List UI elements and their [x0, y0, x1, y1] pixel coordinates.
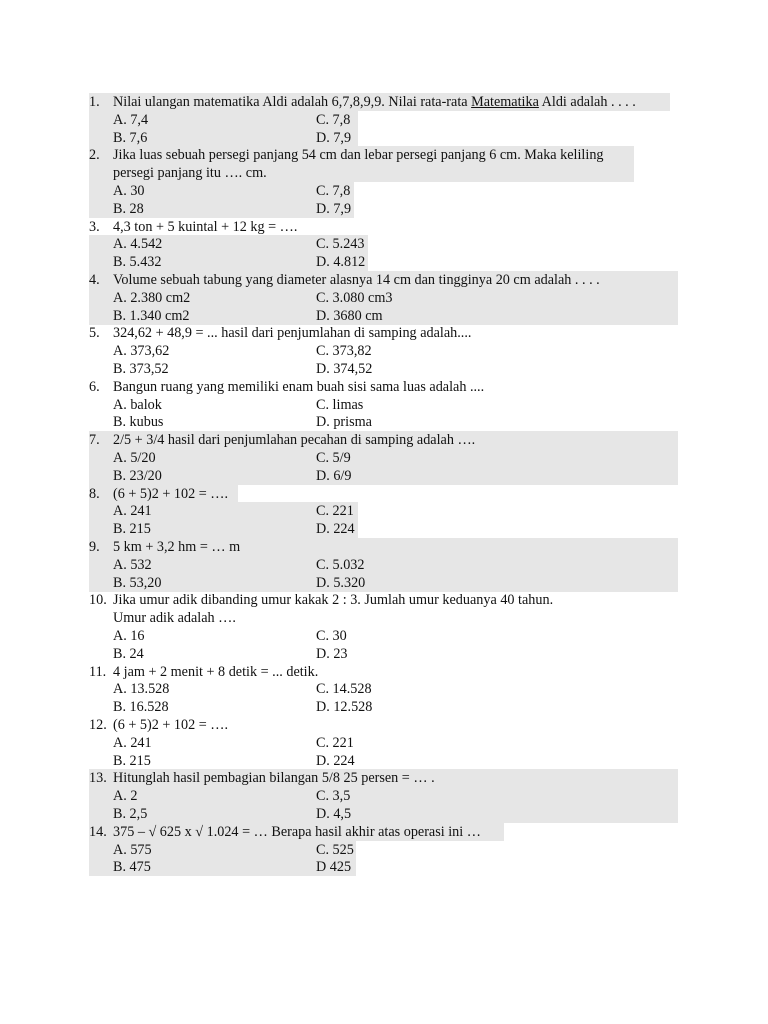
- question-number: 10.: [89, 592, 107, 609]
- question-text: [113, 271, 600, 289]
- option-d: D. 224: [316, 752, 355, 769]
- option-d: D 425: [316, 859, 352, 876]
- option-c: C. limas: [316, 396, 364, 413]
- option-d: D. prisma: [316, 414, 372, 431]
- option-c: C. 14.528: [316, 681, 372, 698]
- question-text-segment: 4,3 ton + 5 kuintal + 12 kg = ….: [113, 218, 298, 235]
- question-number: 13.: [89, 770, 107, 787]
- option-d: D. 4,5: [316, 806, 352, 822]
- option-b: B. 23/20: [113, 467, 162, 484]
- option-a: A. 16: [113, 628, 145, 644]
- option-b: B. 1.340 cm2: [113, 307, 190, 324]
- option-a: A. 2.380 cm2: [113, 289, 191, 306]
- question-text: [113, 769, 435, 787]
- question-text-segment: Nilai ulangan matematika Aldi adalah 6,7,8,9,9. Nilai rata-rata: [113, 94, 472, 110]
- options-highlight: [89, 556, 678, 574]
- question-text: [113, 378, 484, 396]
- option-b: B. 28: [113, 200, 144, 217]
- question-text-segment: 2/5 + 3/4 hasil dari penjumlahan pecahan di samping adalah ….: [113, 432, 476, 449]
- option-d: D. 7,9: [316, 200, 352, 217]
- option-a: A. 5/20: [113, 450, 156, 466]
- question-text-segment: 5 km + 3,2 hm = … m: [113, 539, 241, 555]
- question-text: [113, 823, 481, 841]
- question-text: [113, 591, 553, 609]
- options-highlight: [89, 805, 678, 823]
- option-c: C. 373,82: [316, 343, 372, 360]
- option-d: D. 23: [316, 645, 348, 662]
- question-text: [113, 431, 475, 449]
- option-d: D. 12.528: [316, 699, 373, 716]
- option-d: D. 374,52: [316, 361, 373, 377]
- question-number: 2.: [89, 147, 100, 164]
- question-text: [113, 146, 604, 164]
- option-b: B. 24: [113, 645, 144, 662]
- question-text-segment: Hitunglah hasil pembagian bilangan 5/8 25 persen = … .: [113, 770, 435, 787]
- question-text-segment: Volume sebuah tabung yang diameter alasnya 14 cm dan tingginya 20 cm adalah . . . .: [113, 272, 600, 288]
- question-number: 8.: [89, 485, 100, 502]
- option-b: B. 475: [113, 859, 151, 876]
- option-b: B. 373,52: [113, 361, 169, 377]
- option-d: D. 3680 cm: [316, 307, 383, 324]
- question-number: 4.: [89, 272, 100, 288]
- option-b: B. kubus: [113, 414, 164, 431]
- option-a: A. balok: [113, 396, 162, 413]
- option-b: B. 2,5: [113, 806, 148, 822]
- question-text: [113, 663, 318, 681]
- question-text-segment: 375 – √ 625 x √ 1.024 = … Berapa hasil akhir atas operasi ini …: [113, 823, 481, 840]
- option-a: A. 2: [113, 788, 138, 805]
- option-c: C. 30: [316, 628, 347, 644]
- option-b: B. 7,6: [113, 129, 148, 146]
- question-text-segment: Jika luas sebuah persegi panjang 54 cm dan lebar persegi panjang 6 cm. Maka keliling: [113, 147, 604, 164]
- option-c: C. 7,8: [316, 183, 351, 199]
- question-number: 12.: [89, 717, 107, 733]
- option-b: B. 215: [113, 752, 151, 769]
- option-c: C. 3.080 cm3: [316, 289, 393, 306]
- option-c: C. 221: [316, 503, 354, 520]
- option-b: B. 5.432: [113, 254, 162, 271]
- option-c: C. 221: [316, 734, 354, 751]
- option-a: A. 4.542: [113, 236, 163, 253]
- question-text-segment: 324,62 + 48,9 = ... hasil dari penjumlahan di samping adalah....: [113, 325, 472, 342]
- option-d: D. 5.320: [316, 574, 366, 591]
- question-text: [113, 324, 471, 342]
- option-c: C. 525: [316, 841, 354, 858]
- option-a: A. 30: [113, 183, 145, 199]
- option-d: D. 224: [316, 521, 355, 538]
- question-number: 6.: [89, 378, 100, 395]
- question-text-segment: (6 + 5)2 + 102 = ….: [113, 717, 229, 733]
- question-text: [113, 609, 236, 627]
- option-b: B. 16.528: [113, 699, 169, 716]
- question-number: 3.: [89, 218, 100, 235]
- option-a: A. 7,4: [113, 111, 149, 128]
- option-a: A. 575: [113, 841, 152, 858]
- question-number: 9.: [89, 539, 100, 555]
- question-text-segment: Bangun ruang yang memiliki enam buah sisi sama luas adalah ....: [113, 378, 485, 395]
- option-b: B. 53,20: [113, 574, 162, 591]
- question-text: [113, 218, 297, 236]
- question-number: 1.: [89, 94, 100, 110]
- option-a: A. 241: [113, 503, 152, 520]
- question-number: 5.: [89, 325, 100, 342]
- question-text: [113, 93, 636, 111]
- option-c: C. 5.243: [316, 236, 365, 253]
- question-text-segment: (6 + 5)2 + 102 = ….: [113, 485, 229, 502]
- option-a: A. 241: [113, 734, 152, 751]
- option-c: C. 7,8: [316, 111, 351, 128]
- options-highlight: [89, 574, 678, 592]
- option-a: A. 532: [113, 556, 152, 573]
- question-text: [113, 164, 267, 182]
- question-number: 11.: [89, 663, 107, 680]
- question-text: [113, 485, 228, 503]
- option-b: B. 215: [113, 521, 151, 538]
- options-highlight: [89, 467, 678, 485]
- options-highlight: [89, 449, 678, 467]
- question-number: 7.: [89, 432, 100, 449]
- option-a: A. 373,62: [113, 343, 170, 360]
- option-a: A. 13.528: [113, 681, 170, 698]
- options-highlight: [89, 787, 678, 805]
- option-d: D. 4.812: [316, 254, 366, 271]
- underlined-word: Matematika: [471, 94, 539, 110]
- option-d: D. 7,9: [316, 129, 352, 146]
- option-c: C. 5.032: [316, 556, 365, 573]
- question-text: [113, 716, 228, 734]
- question-text-segment: Umur adik adalah ….: [113, 610, 236, 627]
- option-c: C. 5/9: [316, 450, 351, 466]
- question-number: 14.: [89, 823, 107, 840]
- question-text-segment: Aldi adalah . . . .: [538, 94, 636, 110]
- question-text-segment: 4 jam + 2 menit + 8 detik = ... detik.: [113, 663, 319, 680]
- question-text-segment: persegi panjang itu …. cm.: [113, 165, 267, 182]
- question-text: [113, 538, 240, 556]
- option-c: C. 3,5: [316, 788, 351, 805]
- question-text-segment: Jika umur adik dibanding umur kakak 2 : 3. Jumlah umur keduanya 40 tahun.: [113, 592, 554, 609]
- option-d: D. 6/9: [316, 467, 352, 484]
